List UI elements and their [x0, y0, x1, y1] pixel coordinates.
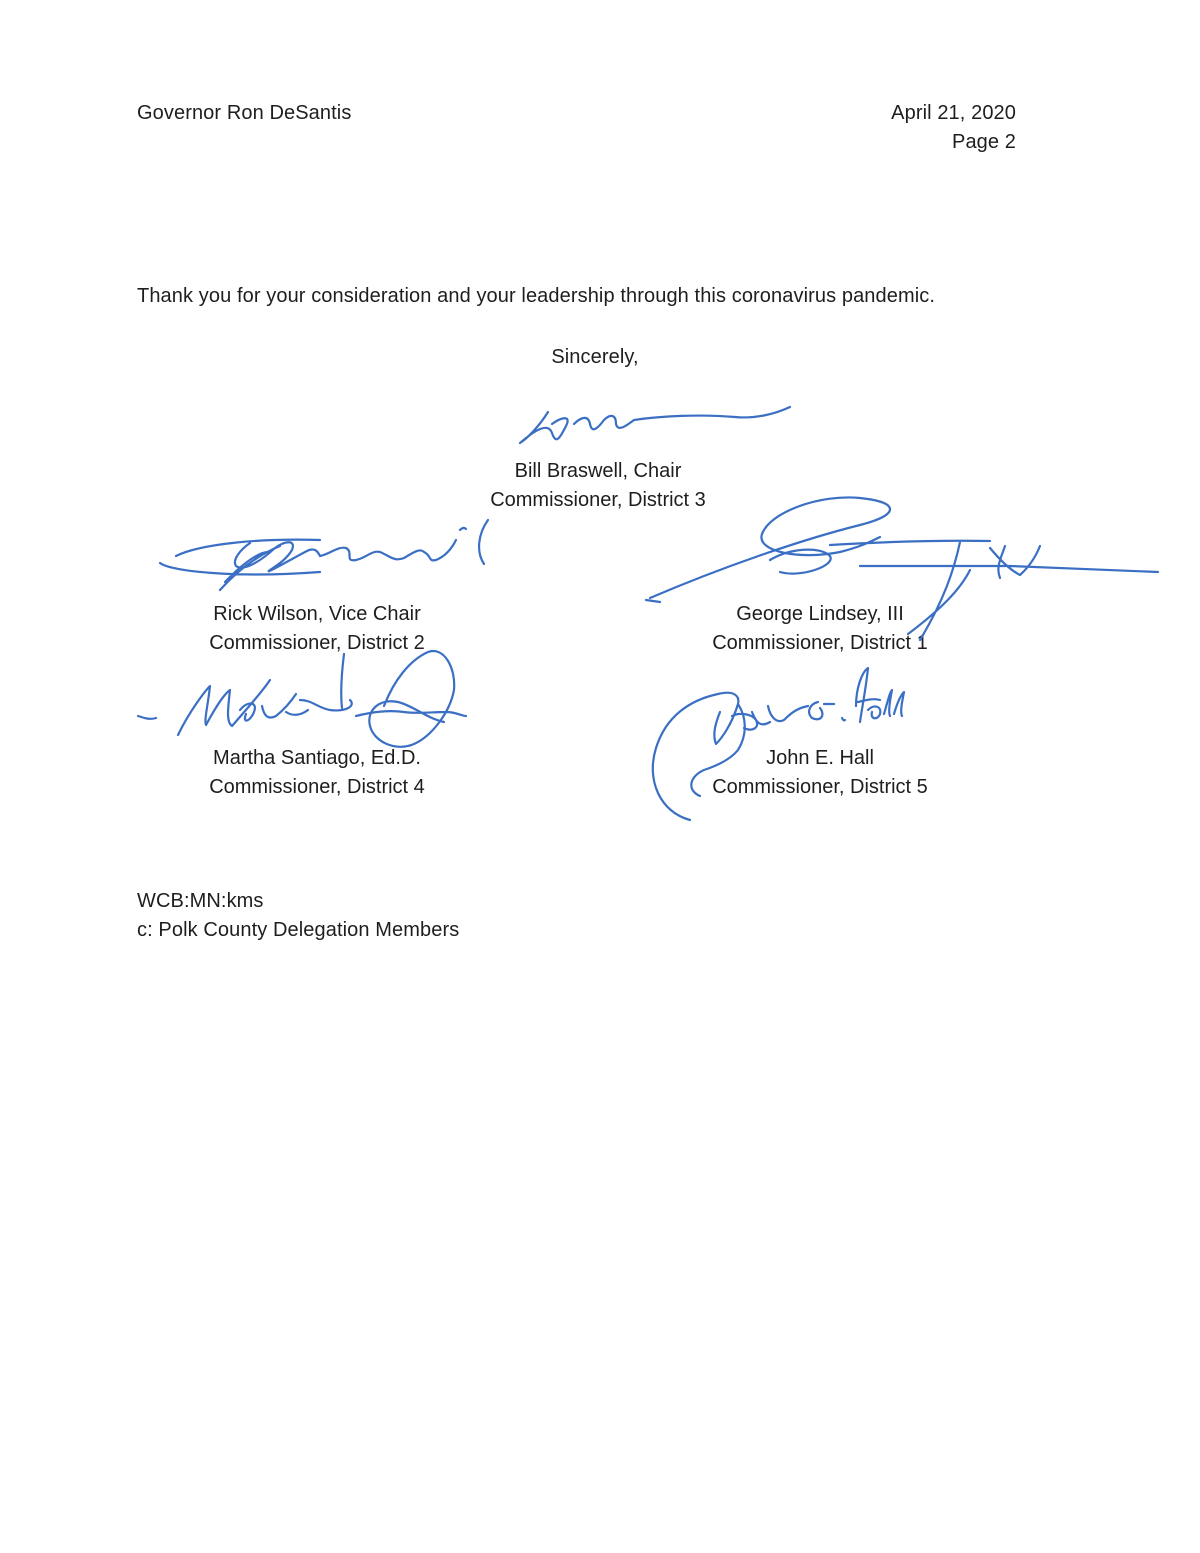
signer-name: George Lindsey, III: [736, 603, 904, 625]
signer-title: Commissioner, District 1: [712, 632, 928, 654]
recipient-line: Governor Ron DeSantis: [137, 102, 352, 124]
signature-block-lindsey: [640, 600, 1000, 658]
signer-title: Commissioner, District 3: [490, 489, 706, 511]
signer-title: Commissioner, District 4: [209, 776, 425, 798]
signer-name: John E. Hall: [766, 747, 874, 769]
signer-name: Martha Santiago, Ed.D.: [213, 747, 421, 769]
reference-initials: WCB:MN:kms: [137, 890, 264, 912]
signature-santiago: [138, 651, 466, 747]
signer-name: Bill Braswell, Chair: [514, 460, 682, 482]
signature-wilson: [160, 520, 488, 590]
signature-braswell: [520, 407, 790, 443]
signer-name: Rick Wilson, Vice Chair: [213, 603, 421, 625]
body-paragraph: Thank you for your consideration and your leadership through this coronavirus pandemic.: [137, 285, 936, 307]
signature-block-hall: [640, 744, 1000, 802]
signer-title: Commissioner, District 5: [712, 776, 928, 798]
signature-block-santiago: [137, 744, 497, 802]
signer-title: Commissioner, District 2: [209, 632, 425, 654]
cc-line: c: Polk County Delegation Members: [137, 919, 460, 941]
closing-salutation: Sincerely,: [551, 346, 639, 368]
page-number: Page 2: [952, 131, 1016, 153]
signature-block-braswell: [418, 457, 778, 515]
signature-block-wilson: [137, 600, 497, 658]
letter-date: April 21, 2020: [891, 102, 1016, 124]
